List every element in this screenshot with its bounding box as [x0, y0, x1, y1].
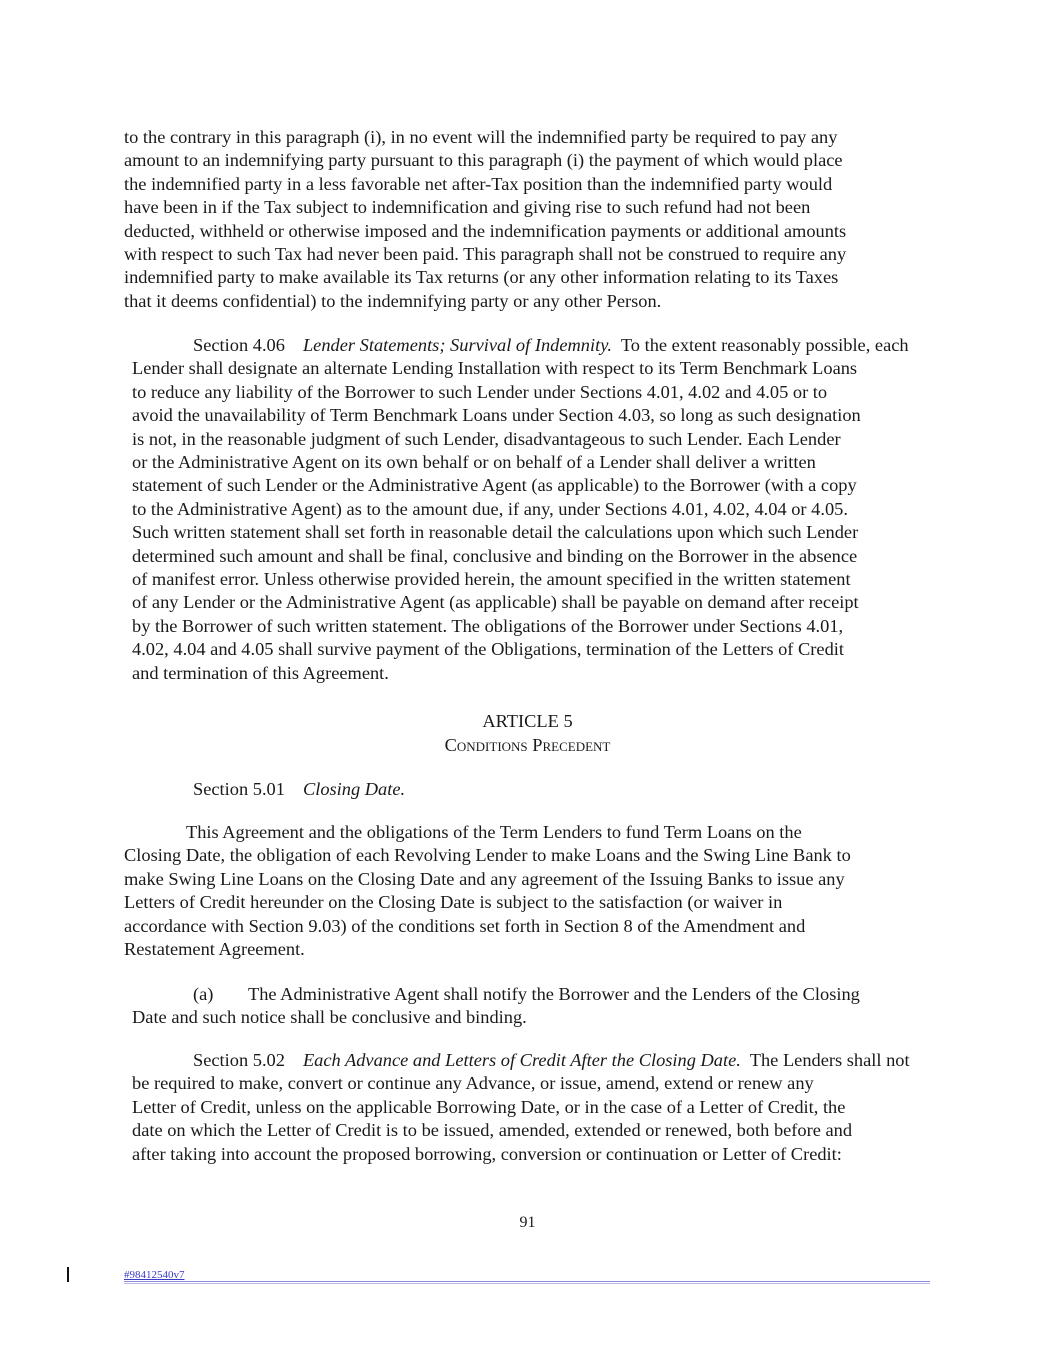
- document-id: #98412540v7: [124, 1269, 185, 1281]
- section-5-01-heading: [193, 777, 405, 801]
- clause-label: (a): [193, 984, 214, 1004]
- text-line: that it deems confidential) to the indemnifying party or any other Person.: [124, 290, 662, 311]
- change-bar: [67, 1267, 69, 1282]
- section-title: Lender Statements; Survival of Indemnity.: [302, 335, 612, 355]
- section-heading-line: [132, 1049, 910, 1072]
- article-number: ARTICLE 5: [482, 711, 573, 731]
- text-line: be required to make, convert or continue any Advance, or issue, amend, extend or renew any: [132, 1073, 814, 1094]
- section-title: Each Advance and Letters of Credit After the Closing Date.: [302, 1050, 741, 1070]
- article-title: Conditions Precedent: [444, 735, 611, 755]
- section-number: Section 5.01: [193, 779, 285, 799]
- section-number: Section 4.06: [193, 335, 285, 355]
- clause-a: [132, 983, 860, 1030]
- text-line: or the Administrative Agent on its own behalf or on behalf of a Lender shall deliver a written: [132, 452, 816, 473]
- text-line: deducted, withheld or otherwise imposed and the indemnification payments or additional amounts: [124, 220, 847, 241]
- footer-rule-secondary: [124, 1283, 930, 1284]
- text-line: Restatement Agreement.: [124, 939, 305, 960]
- text-line: to the contrary in this paragraph (i), in no event will the indemnified party be required to pay any: [124, 127, 838, 147]
- text-line: to the Administrative Agent) as to the amount due, if any, under Sections 4.01, 4.02, 4.04 or 4.05.: [132, 498, 848, 519]
- section-heading-line: [132, 334, 909, 357]
- text-line: avoid the unavailability of Term Benchmark Loans under Section 4.03, so long as such designation: [132, 405, 861, 426]
- text-line: of any Lender or the Administrative Agent (as applicable) shall be payable on demand after receipt: [132, 592, 859, 613]
- text-line: Lender shall designate an alternate Lending Installation with respect to its Term Benchmark Loans: [132, 358, 858, 379]
- text-line: after taking into account the proposed borrowing, conversion or continuation or Letter of Credit:: [132, 1143, 842, 1164]
- section-number: Section 5.02: [193, 1050, 285, 1070]
- text-line: with respect to such Tax had never been paid. This paragraph shall not be construed to require any: [124, 244, 847, 265]
- text-line: have been in if the Tax subject to indemnification and giving rise to such refund had not been: [124, 197, 811, 218]
- text-line: Letter of Credit, unless on the applicable Borrowing Date, or in the case of a Letter of Credit, the: [132, 1096, 846, 1117]
- text-line: amount to an indemnifying party pursuant to this paragraph (i) the payment of which would place: [124, 150, 843, 171]
- text-line: Letters of Credit hereunder on the Closing Date is subject to the satisfaction (or waiver in: [124, 892, 783, 913]
- text-line: by the Borrower of such written statement. The obligations of the Borrower under Sections 4.01,: [132, 615, 844, 636]
- section-5-02: [132, 1049, 910, 1166]
- text-line: statement of such Lender or the Administrative Agent (as applicable) to the Borrower (with a copy: [132, 475, 857, 496]
- text-line: [124, 821, 851, 844]
- clause-text: The Administrative Agent shall notify the Borrower and the Lenders of the Closing: [248, 984, 860, 1004]
- text-line: Closing Date, the obligation of each Revolving Lender to make Loans and the Swing Line Bank to: [124, 845, 851, 866]
- text-line: accordance with Section 9.03) of the conditions set forth in Section 8 of the Amendment and: [124, 915, 806, 936]
- page-number: 91: [519, 1214, 536, 1231]
- footer-rule: [124, 1281, 930, 1282]
- text-line: of manifest error. Unless otherwise provided herein, the amount specified in the written statement: [132, 569, 851, 590]
- text-line: make Swing Line Loans on the Closing Date and any agreement of the Issuing Banks to issue any: [124, 868, 845, 889]
- text-line: to reduce any liability of the Borrower to such Lender under Sections 4.01, 4.02 and 4.05 or to: [132, 381, 828, 402]
- text-line: date on which the Letter of Credit is to be issued, amended, extended or renewed, both before and: [132, 1120, 853, 1141]
- text-line: the indemnified party in a less favorable net after-Tax position than the indemnified party would: [124, 173, 833, 194]
- text-line: Such written statement shall set forth in reasonable detail the calculations upon which such Lender: [132, 522, 859, 543]
- section-5-01-body: [124, 821, 851, 961]
- section-4-06: [132, 334, 909, 685]
- paragraph-continuation: [124, 126, 846, 313]
- text-line: is not, in the reasonable judgment of such Lender, disadvantageous to such Lender. Each Lender: [132, 428, 841, 449]
- text-line: indemnified party to make available its Tax returns (or any other information relating to its Taxes: [124, 267, 839, 288]
- text-line-content: This Agreement and the obligations of the Term Lenders to fund Term Loans on the: [186, 822, 802, 842]
- text-line: 4.02, 4.04 and 4.05 shall survive payment of the Obligations, termination of the Letters of Credit: [132, 639, 844, 660]
- text-line: Date and such notice shall be conclusive and binding.: [132, 1007, 527, 1028]
- text-line: and termination of this Agreement.: [132, 662, 389, 683]
- clause-first-line: [132, 983, 860, 1006]
- text-line: determined such amount and shall be final, conclusive and binding on the Borrower in the absence: [132, 545, 858, 566]
- section-first-line-text: To the extent reasonably possible, each: [620, 335, 909, 355]
- section-first-line-text: The Lenders shall not: [749, 1050, 910, 1070]
- section-title: Closing Date.: [302, 779, 406, 799]
